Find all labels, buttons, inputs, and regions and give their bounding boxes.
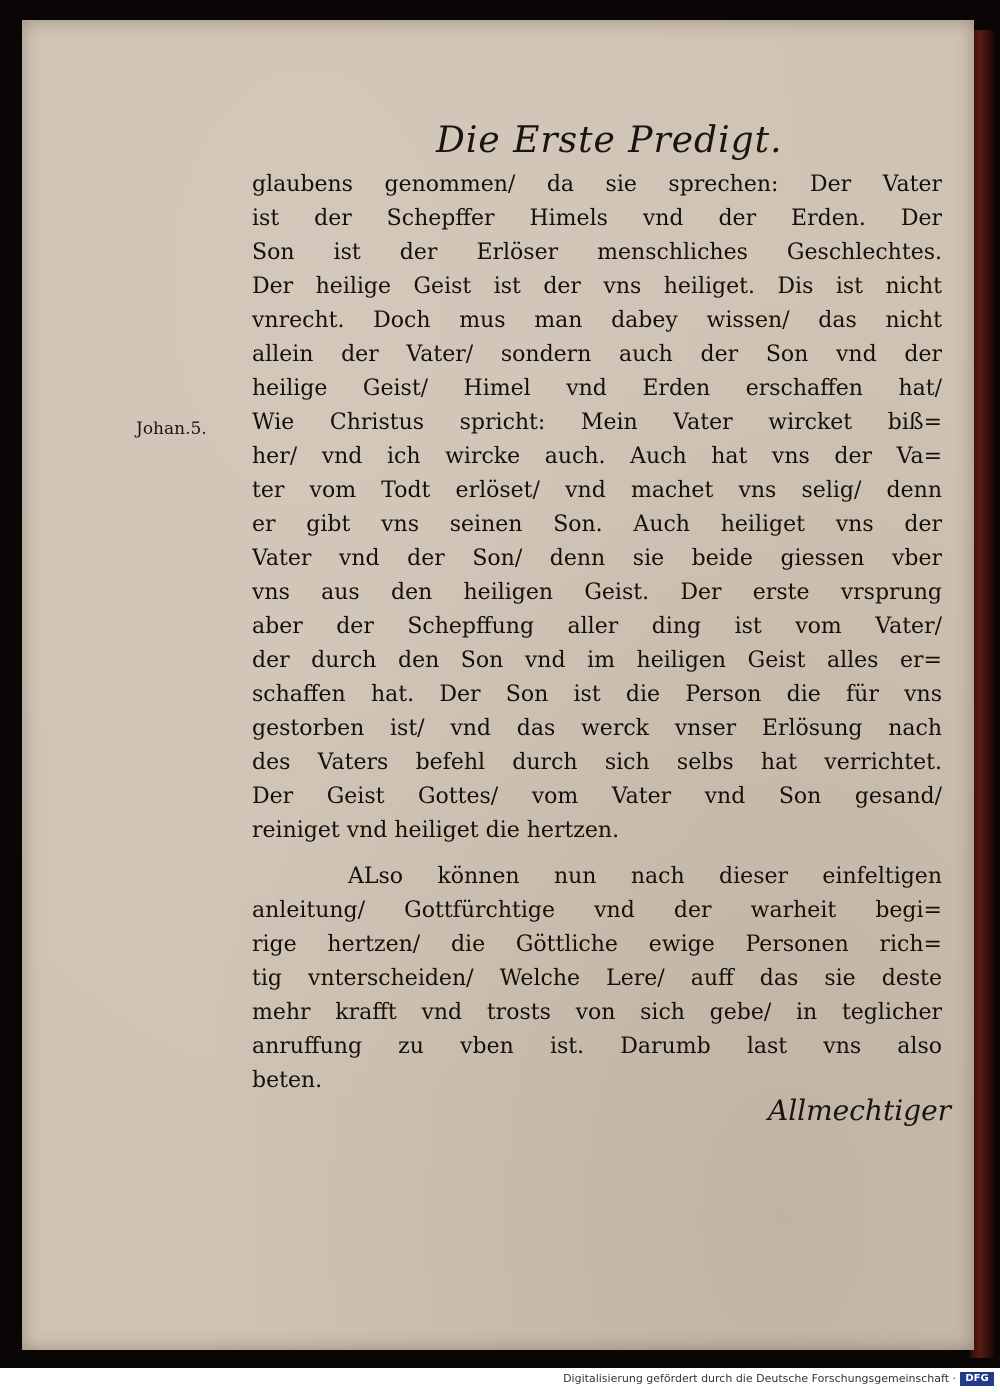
text-line: tig vnterscheiden/ Welche Lere/ auff das sie deste: [252, 966, 942, 991]
text-line: Son ist der Erlöser menschliches Geschlechtes.: [252, 240, 942, 265]
text-line: vns aus den heiligen Geist. Der erste vrsprung: [252, 580, 942, 605]
text-line: Vater vnd der Son/ denn sie beide giessen vber: [252, 546, 942, 571]
text-line: ist der Schepffer Himels vnd der Erden. Der: [252, 206, 942, 231]
text-line: anleitung/ Gottfürchtige vnd der warheit begi=: [252, 898, 942, 923]
text-line: Der heilige Geist ist der vns heiliget. Dis ist nicht: [252, 274, 942, 299]
text-line: Wie Christus spricht: Mein Vater wircket biß=: [252, 410, 942, 435]
page-header: Die Erste Predigt.: [436, 120, 783, 161]
main-text: [252, 168, 942, 1098]
text-line: allein der Vater/ sondern auch der Son vnd der: [252, 342, 942, 367]
text-line: glaubens genommen/ da sie sprechen: Der Vater: [252, 172, 942, 197]
margin-note: Johan.5.: [136, 419, 207, 439]
text-line: reiniget vnd heiliget die hertzen.: [252, 818, 620, 843]
paragraph-gap: [252, 848, 942, 860]
text-line: heilige Geist/ Himel vnd Erden erschaffen hat/: [252, 376, 942, 401]
text-line: gestorben ist/ vnd das werck vnser Erlösung nach: [252, 716, 942, 741]
text-line: der durch den Son vnd im heiligen Geist alles er=: [252, 648, 942, 673]
text-line: mehr krafft vnd trosts von sich gebe/ in teglicher: [252, 1000, 942, 1025]
text-line: rige hertzen/ die Göttliche ewige Personen rich=: [252, 932, 942, 957]
text-line: her/ vnd ich wircke auch. Auch hat vns der Va=: [252, 444, 942, 469]
text-line: des Vaters befehl durch sich selbs hat verrichtet.: [252, 750, 942, 775]
text-line: vnrecht. Doch mus man dabey wissen/ das nicht: [252, 308, 942, 333]
text-line: ter vom Todt erlöset/ vnd machet vns selig/ denn: [252, 478, 942, 503]
text-line: er gibt vns seinen Son. Auch heiliget vns der: [252, 512, 942, 537]
dfg-logo: DFG: [960, 1372, 994, 1386]
footer-bar: [0, 1368, 1000, 1392]
funding-credit: Digitalisierung gefördert durch die Deutsche Forschungsgemeinschaft ·: [563, 1372, 956, 1385]
text-line: anruffung zu vben ist. Darumb last vns also: [252, 1034, 942, 1059]
text-line: Der Geist Gottes/ vom Vater vnd Son gesand/: [252, 784, 942, 809]
catchword: Allmechtiger: [768, 1094, 952, 1127]
text-line: ALso können nun nach dieser einfeltigen: [348, 864, 942, 889]
text-line: beten.: [252, 1068, 323, 1093]
text-line: aber der Schepffung aller ding ist vom Vater/: [252, 614, 942, 639]
text-line: schaffen hat. Der Son ist die Person die für vns: [252, 682, 942, 707]
